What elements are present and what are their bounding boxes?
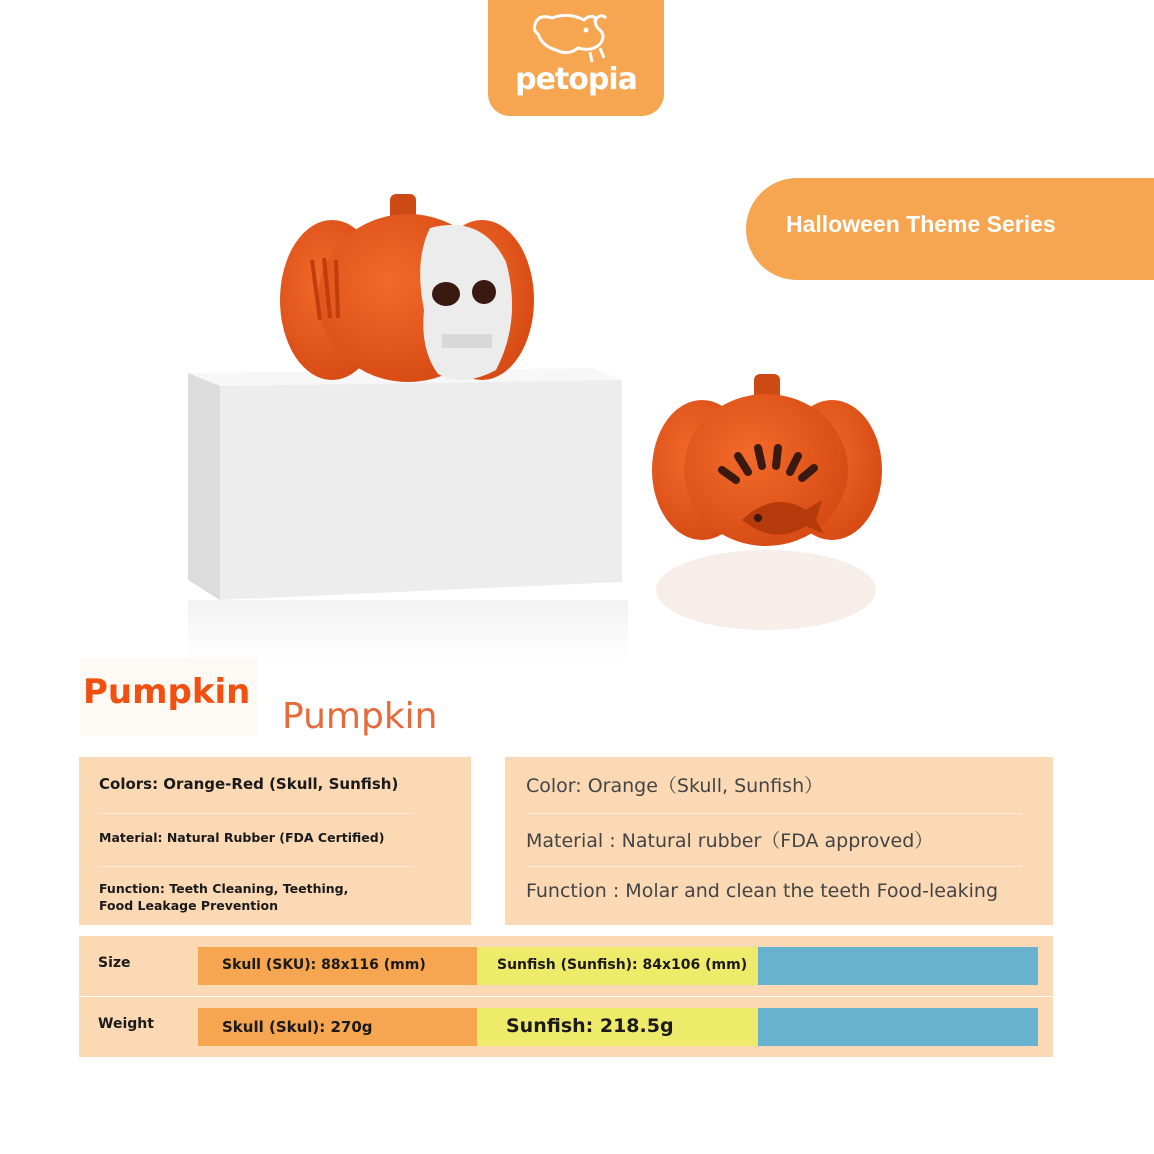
spec-function-line1: Function: Teeth Cleaning, Teething,: [99, 881, 349, 896]
spec-card-right: [505, 757, 1053, 925]
skull-pumpkin: [280, 194, 534, 382]
weight-row: [79, 997, 1053, 1057]
weight-sunfish-cell: Sunfish: 218.5g: [477, 1008, 758, 1046]
weight-empty-cell: [758, 1008, 1038, 1046]
spec-material-en: Material : Natural rubber（FDA approved）: [526, 830, 934, 852]
product-title-primary: Pumpkin: [80, 658, 258, 736]
spec-function-en: Function : Molar and clean the teeth Food-leaking: [526, 880, 999, 902]
size-skull-cell: Skull (SKU): 88x116 (mm): [198, 947, 477, 985]
weight-skull-cell: Skull (Skul): 270g: [198, 1008, 477, 1046]
spec-colors: Colors: Orange-Red (Skull, Sunfish): [99, 775, 399, 793]
spec-card-left: [79, 757, 471, 925]
weight-label: Weight: [98, 1016, 154, 1032]
spec-color-en: Color: Orange（Skull, Sunfish）: [526, 775, 824, 797]
product-image: [162, 170, 922, 670]
brand-logo: [488, 0, 664, 116]
size-sunfish-cell: Sunfish (Sunfish): 84x106 (mm): [477, 947, 758, 985]
spec-material: Material: Natural Rubber (FDA Certified): [99, 830, 385, 845]
sunfish-pumpkin: [652, 374, 882, 630]
size-label: Size: [98, 955, 131, 971]
size-row: [79, 936, 1053, 996]
display-pedestal: [188, 368, 628, 660]
product-title-secondary: Pumpkin: [282, 696, 438, 737]
logo-text: petopia: [515, 62, 637, 97]
dog-logo-icon: [530, 8, 620, 64]
spec-function-line2: Food Leakage Prevention: [99, 898, 278, 913]
size-empty-cell: [758, 947, 1038, 985]
theme-series-label: Halloween Theme Series: [786, 211, 1056, 237]
